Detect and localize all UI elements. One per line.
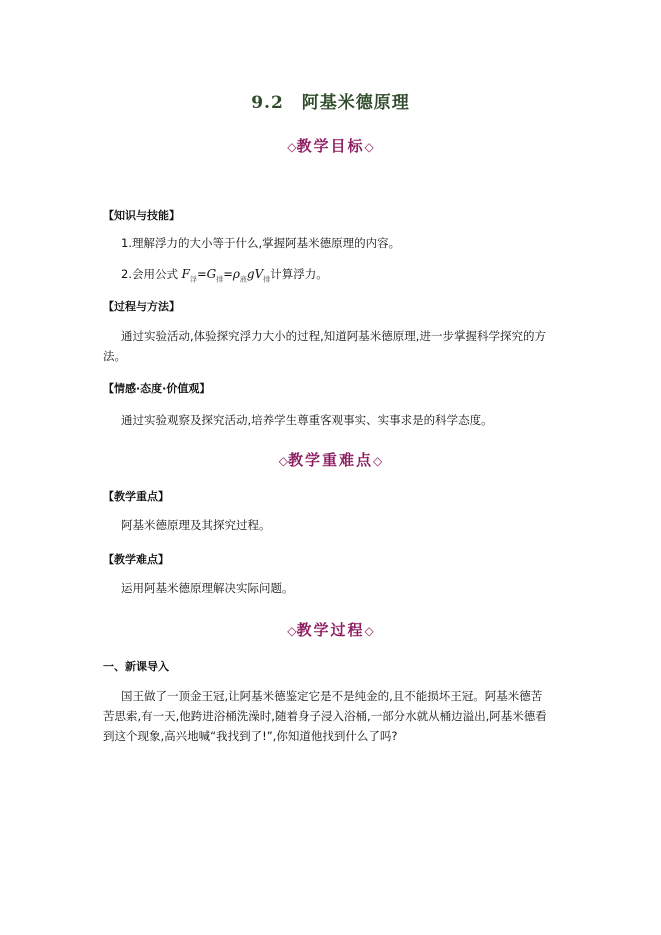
emotion-text: 通过实验观察及探究活动,培养学生尊重客观事实、实事求是的科学态度。 xyxy=(121,413,493,427)
label-focus: 【教学重点】 xyxy=(103,490,169,503)
label-process-methods: 【过程与方法】 xyxy=(103,300,180,313)
diamond-icon: ◇ xyxy=(287,624,297,638)
label-difficulty: 【教学难点】 xyxy=(103,553,169,566)
item2-prefix: 2.会用公式 xyxy=(121,267,182,281)
section-heading-key-points xyxy=(0,449,661,470)
diamond-icon: ◇ xyxy=(373,454,383,468)
focus-text: 阿基米德原理及其探究过程。 xyxy=(121,518,271,532)
heading-text: 教学过程 xyxy=(296,621,365,639)
section-number: 9.2 xyxy=(251,93,284,113)
knowledge-item-2 xyxy=(103,266,328,284)
page-title xyxy=(0,88,661,113)
heading-text: 教学重难点 xyxy=(287,451,373,469)
difficulty-text: 运用阿基米德原理解决实际问题。 xyxy=(121,581,294,595)
knowledge-item-1: 1.理解浮力的大小等于什么,掌握阿基米德原理的内容。 xyxy=(121,236,401,250)
process-methods-text: 通过实验活动,体验探究浮力大小的过程,知道阿基米德原理,进一步掌握科学探究的方法。 xyxy=(103,329,546,363)
section-heading-goals xyxy=(0,135,661,156)
diamond-icon: ◇ xyxy=(278,454,288,468)
label-intro: 一、新课导入 xyxy=(103,660,169,673)
formula: $F_浮=G_排=\rho_液gV_排$ xyxy=(181,267,271,284)
diamond-icon: ◇ xyxy=(364,140,374,154)
item2-suffix: 计算浮力。 xyxy=(270,267,328,281)
intro-text: 国王做了一顶金王冠,让阿基米德鉴定它是不是纯金的,且不能损坏王冠。阿基米德苦苦思索,有一天,他跨进浴桶洗澡时,随着身子浸入浴桶,一部分水就从桶边溢出,阿基米德看到这个现象,高兴地喊“我找到了!”,你知道他找到什么了吗? xyxy=(103,689,547,743)
heading-text: 教学目标 xyxy=(296,137,365,155)
diamond-icon: ◇ xyxy=(364,624,374,638)
section-heading-process xyxy=(0,619,661,640)
diamond-icon: ◇ xyxy=(287,140,297,154)
label-knowledge: 【知识与技能】 xyxy=(103,209,180,222)
label-emotion: 【情感·态度·价值观】 xyxy=(103,382,211,395)
title-text: 阿基米德原理 xyxy=(301,93,410,113)
